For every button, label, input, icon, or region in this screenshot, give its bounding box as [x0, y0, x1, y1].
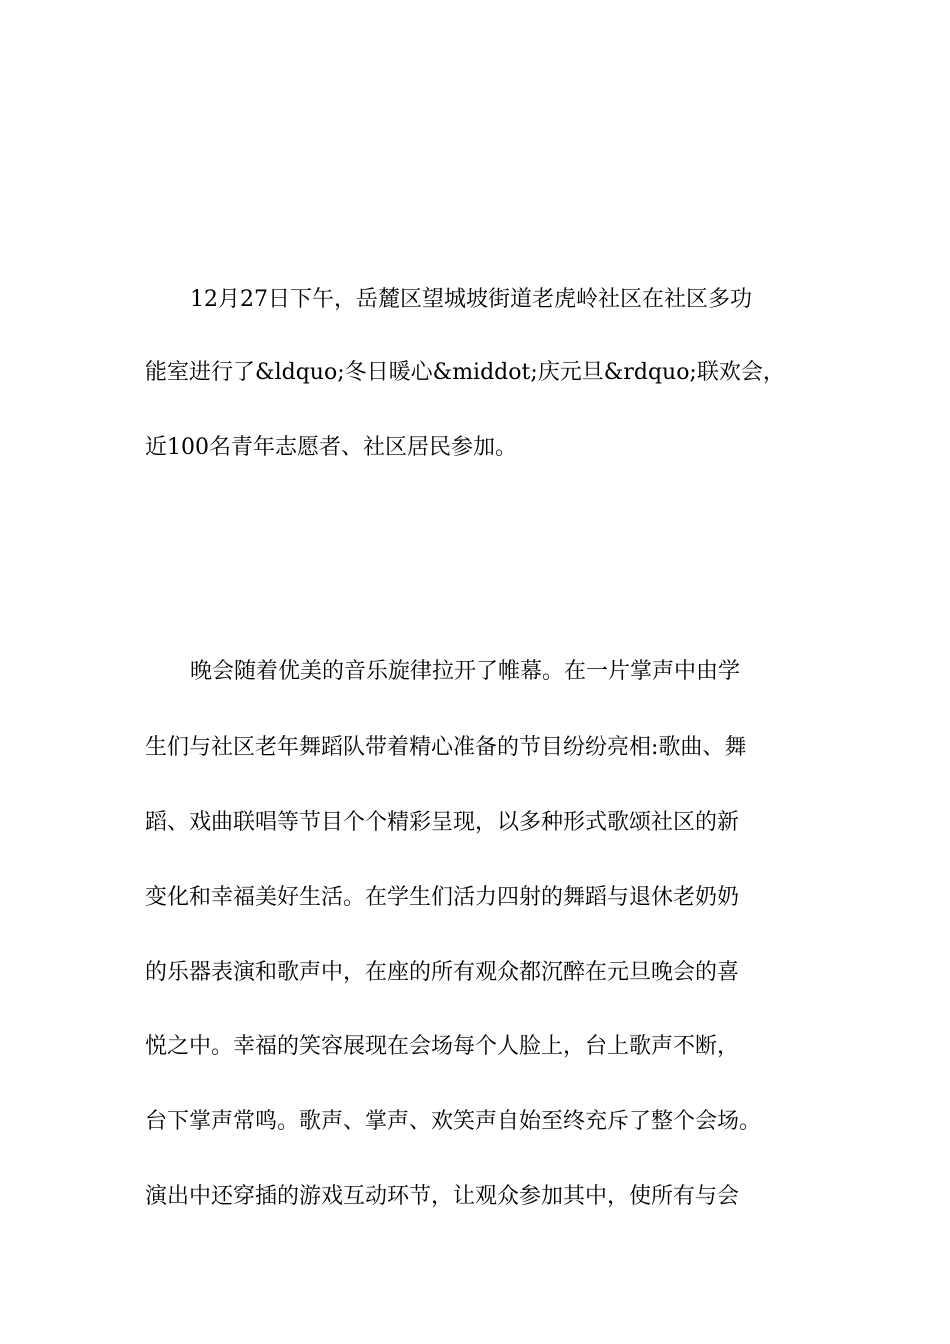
paragraph-2-line-6: 悦之中。幸福的笑容展现在会场每个人脸上，台上歌声不断，	[145, 1034, 740, 1059]
paragraph-2-line-1: 晚会随着优美的音乐旋律拉开了帷幕。在一片掌声中由学	[190, 659, 741, 684]
paragraph-2-line-3: 蹈、戏曲联唱等节目个个精彩呈现，以多种形式歌颂社区的新	[145, 810, 740, 835]
paragraph-1-line-3: 近100名青年志愿者、社区居民参加。	[145, 435, 517, 460]
paragraph-1-line-2: 能室进行了&ldquo;冬日暖心&middot;庆元旦&rdquo;联欢会，	[145, 360, 785, 385]
paragraph-1-line-1: 12月27日下午，岳麓区望城坡街道老虎岭社区在社区多功	[190, 287, 752, 312]
paragraph-2-line-8: 演出中还穿插的游戏互动环节，让观众参加其中，使所有与会	[145, 1184, 740, 1209]
paragraph-2-line-5: 的乐器表演和歌声中，在座的所有观众都沉醉在元旦晚会的喜	[145, 960, 740, 985]
paragraph-2-line-4: 变化和幸福美好生活。在学生们活力四射的舞蹈与退休老奶奶	[145, 885, 740, 910]
paragraph-2-line-2: 生们与社区老年舞蹈队带着精心准备的节目纷纷亮相:歌曲、舞	[145, 735, 747, 760]
paragraph-2-line-7: 台下掌声常鸣。歌声、掌声、欢笑声自始至终充斥了整个会场。	[145, 1109, 762, 1134]
